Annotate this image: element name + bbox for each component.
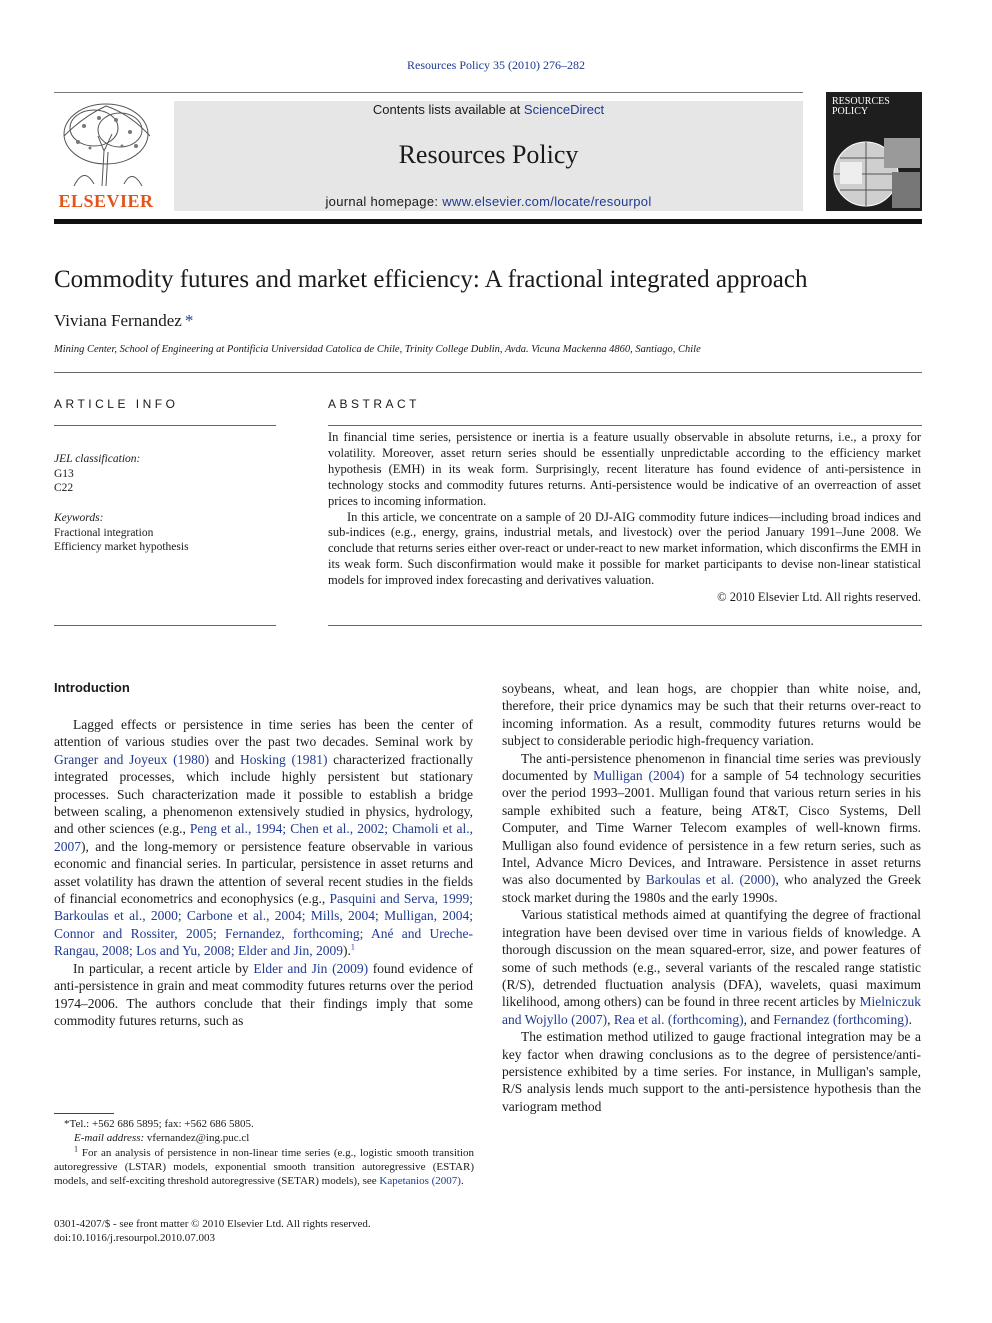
doi-line[interactable]: doi:10.1016/j.resourpol.2010.07.003 [54,1232,216,1244]
footnote-tel-mark: * [64,1118,70,1130]
citation-link[interactable]: Rea et al. (forthcoming) [613,1011,744,1027]
paragraph-text: found evidence of anti-persistence in grain and meat commodity futures returns over the period 1974–2006. The authors conclude that their findings imply that some commodity futures returns, such as [54,960,473,1028]
abstract-heading: ABSTRACT [328,397,421,411]
paragraph-text: The anti-persistence phenomenon in financial time series was previously documented by [502,750,921,784]
body-paragraph [502,750,921,907]
jel-code: G13 [54,467,74,480]
author-footnote-mark[interactable]: * [184,311,194,330]
abstract-bottom-rule [328,625,922,626]
citation-link[interactable]: Barkoulas et al. (2000) [645,872,776,888]
paragraph-text: , and [743,1011,774,1027]
author-affiliation: Mining Center, School of Engineering at Pontificia Universidad Catolica de Chile, Trinity College Dublin, Avda. Vicuna Mackenna 4860, Santiago, Chile [54,344,701,355]
paragraph-text: ). [342,943,351,959]
elsevier-tree-icon [54,96,158,188]
footnote-tel-text: Tel.: +562 686 5895; fax: +562 686 5805. [69,1118,254,1130]
jel-label: JEL classification: [54,453,141,465]
paragraph-text: . [908,1011,912,1027]
footnotes [54,1117,474,1188]
keyword-item: Efficiency market hypothesis [54,541,189,553]
body-paragraph [502,906,921,1028]
footnote-1-end: . [460,1175,464,1188]
citation-link[interactable]: Granger and Joyeux (1980) [54,751,210,767]
paragraph-text: In particular, a recent article by [73,960,254,976]
footnote-tel [54,1117,474,1131]
contents-prefix: Contents lists available at [372,102,524,117]
author-line [54,311,193,331]
author-name: Viviana Fernandez [54,311,182,330]
contents-line [174,102,803,117]
body-right-column [502,680,921,1115]
article-title: Commodity futures and market efficiency: A fractional integrated approach [54,266,808,293]
paragraph-text: characterized fractionally integrated processes, which include highly persistent but stationary processes. Such characterization made it possible to establish a bridge between scaling, a phenomenon extensively studied in physics, hydrology, and other sciences (e.g., [54,751,474,837]
journal-title: Resources Policy [398,140,579,169]
citation-link[interactable]: Mielniczuk and Wojyllo (2007) [502,994,921,1027]
section-heading-introduction: Introduction [54,680,130,695]
cover-title-line1: RESOURCES [832,96,890,107]
citation-link[interactable]: Peng et al., 1994; Chen et al., 2002; Chamoli et al., 2007 [54,821,473,854]
footnote-rule [54,1113,114,1114]
article-info-rule [54,425,276,426]
abstract-paragraph: In this article, we concentrate on a sample of 20 DJ-AIG commodity future indices—including broad indices and sub-indices (e.g., energy, grains, industrial metals, and livestock) over the period January 1991–June 2008. We conclude that returns series either over-react or under-react to new market information, which disconfirms the EMH in its weak form. Such disconfirmation would make it possible for market participants to devise non-linear statistical models for improved index forecasting and derivatives valuation. [328,509,921,588]
paragraph-text: , [607,1011,614,1027]
keywords-label: Keywords: [54,512,104,524]
citation-link[interactable]: Fernandez (forthcoming) [773,1011,909,1027]
issn-line: 0301-4207/$ - see front matter © 2010 Elsevier Ltd. All rights reserved. [54,1218,371,1230]
abstract-body [328,430,921,606]
email-address[interactable]: vfernandez@ing.puc.cl [144,1132,250,1145]
body-paragraph [54,716,473,960]
abstract-rule [328,425,922,426]
body-paragraph [502,680,921,750]
affiliation-rule [54,372,922,373]
paragraph-text: Various statistical methods aimed at quantifying the degree of fractional integration have been devised over time in various fields of knowledge. A thorough discussion on the mean squared-error, size, and power features of some of such methods (e.g., several variants of the rescaled range statistic (R/S), detrended fluctuation analysis (DFA), wavelets, quasi maximum likelihood, among others) can be found in three recent articles by [502,907,921,1010]
paragraph-text: soybeans, wheat, and lean hogs, are choppier than white noise, and, therefore, their price dynamics may be such that their returns over-react to incoming information. As a result, commodity futures returns would be subject to considerable periodic high-frequency variation. [502,681,921,749]
email-label: E-mail address: [74,1132,145,1145]
body-paragraph [54,960,473,1030]
cover-globe-icon [826,92,922,211]
elsevier-wordmark: ELSEVIER [58,191,154,211]
paragraph-text: The estimation method utilized to gauge fractional integration may be a key factor when drawing conclusions as to the degree of persistence/anti-persistence exhibited by a time series. For instance, in Mulligan's sample, R/S analysis lends much support to the anti-persistence hypothesis than the variogram method [502,1029,921,1114]
footnote-1-mark: 1 [74,1143,78,1153]
article-info-bottom-rule [54,625,276,626]
homepage-link[interactable]: www.elsevier.com/locate/resourpol [442,194,652,209]
homepage-prefix: journal homepage: [325,194,443,209]
header-thick-rule [54,219,922,224]
elsevier-logo [54,96,158,212]
footnote-1 [54,1143,474,1189]
body-paragraph [502,1028,921,1115]
paragraph-text: for a sample of 54 technology securities over the period 1993–2001. Mulligan found that various return series in his sample exhibited such a feature, being AT&T, Cisco Systems, Dell Computer, and Time Warner Telecom examples of well-known firms. Mulligan also found evidence of persistence in a few return series, such as Intel, Advance Micro Devices, and Intraware. Persistence in asset returns was also documented by [502,768,921,888]
footnote-reference[interactable]: 1 [350,942,355,952]
journal-reference-link[interactable]: Resources Policy 35 (2010) 276–282 [407,58,585,72]
sciencedirect-link[interactable]: ScienceDirect [523,102,605,117]
abstract-paragraph: In financial time series, persistence or inertia is a feature usually observable in absolute returns, i.e., a proxy for volatility. Moreover, asset return series should be essentially unpredictable according to the efficiency market hypothesis (EMH) in its weak form. Surprisingly, recent literature has found evidence of anti-persistence in technology stocks and commodity futures returns. Anti-persistence would be indicative of an overreaction of asset prices to incoming information. [328,430,921,508]
keywords [54,511,189,555]
citation-link[interactable]: Elder and Jin (2009) [253,960,369,976]
paragraph-text: Lagged effects or persistence in time series has been the center of attention of various studies over the past two decades. Seminal work by [54,717,473,750]
journal-cover[interactable] [826,92,922,211]
body-left-column [54,716,473,1029]
keyword-item: Fractional integration [54,526,154,539]
citation-link[interactable]: Pasquini and Serva, 1999; Barkoulas et al., 2000; Carbone et al., 2004; Mills, 2004; Mulligan, 2004; Connor and Rossiter, 2005; Fernandez, forthcoming; Ané and Ureche-Rangau, 2008; Los and Yu, 2008; Elder and Jin, 2009 [54,891,473,959]
cover-title-line2: POLICY [832,106,869,117]
citation-link[interactable]: Mulligan (2004) [593,768,685,784]
footnote-email [54,1131,474,1145]
citation-link[interactable]: Hosking (1981) [239,751,328,767]
paragraph-text: , who analyzed the Greek stock market during the 1980s and the early 1990s. [502,872,921,905]
header-top-rule [54,92,803,93]
footnote-1-link[interactable]: Kapetanios (2007) [379,1175,461,1188]
article-info-heading: ARTICLE INFO [54,397,179,411]
paragraph-text: and [209,751,240,767]
footnote-1-text: For an analysis of persistence in non-linear time series (e.g., logistic smooth transition autoregressive (LSTAR) models, exponential smooth transition autoregressive (ESTAR) models, and self-exciting threshold autoregressive (SETAR) models), see [54,1146,474,1188]
jel-classification [54,452,140,496]
journal-reference[interactable] [0,58,992,73]
jel-code: C22 [54,482,74,494]
abstract-copyright: © 2010 Elsevier Ltd. All rights reserved. [717,590,921,605]
homepage-line [174,194,803,209]
front-matter [54,1217,371,1245]
paragraph-text: ), and the long-memory or persistence feature observable in various economic and financial series. In particular, persistence in asset returns and asset volatility has drawn the attention of several recent studies in the fields of financial econometrics and econophysics (e.g., [54,838,473,907]
